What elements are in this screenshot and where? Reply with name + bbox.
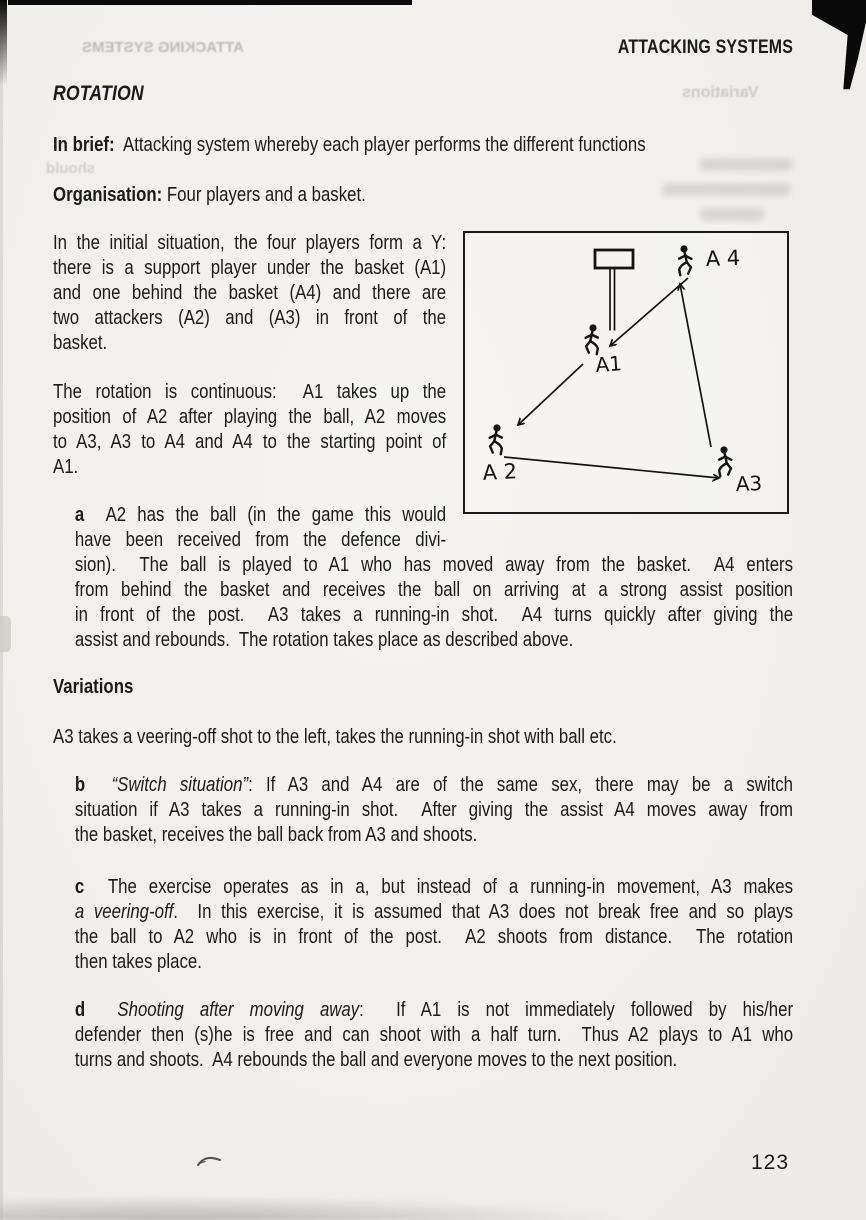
post-icon <box>610 269 615 331</box>
binder-tab <box>0 616 11 652</box>
arrow-a2-to-a3 <box>504 457 719 478</box>
text-column <box>53 38 793 1073</box>
player-figure-a4 <box>679 245 691 275</box>
section-title: ROTATION <box>53 82 144 105</box>
player-label-a2: A 2 <box>482 459 518 485</box>
organisation-line: Organisation: Four players and a basket. <box>53 184 366 206</box>
player-figure-a2 <box>490 424 502 454</box>
running-header: ATTACKING SYSTEMS <box>617 37 794 58</box>
exercise-b-paragraph: b “Switch situation”: If A3 and A4 are of the same sex, there may be a switch situation if A3 takes a running-in shot. After giving the assist A4 moves away from the basket, receives the ball back from A3 and shoots. <box>74 774 794 846</box>
in-brief-line: In brief: Attacking system whereby each player performs the different functions <box>53 134 646 156</box>
arrow-a3-to-a4 <box>680 284 711 447</box>
basket-icon <box>595 250 633 268</box>
player-figure-a3 <box>719 446 731 476</box>
scan-edge-left-hairline <box>0 0 3 1220</box>
exercise-d-paragraph: d Shooting after moving away: If A1 is not immediately followed by his/her defender then (s)he is free and can shoot with a half turn. Thus A2 plays to A1 who turns and shoots. A4 rebounds the ball and everyone moves to the next position. <box>74 999 794 1071</box>
court-diagram-svg <box>465 233 787 512</box>
bleedthrough-word: should <box>46 160 96 177</box>
exercise-c-paragraph: c The exercise operates as in a, but instead of a running-in movement, A3 makes a veering-off. In this exercise, it is assumed that A3 does not break free and so plays the ball to A2 who is in front of the post. A2 shoots from distance. The rotation then takes place. <box>74 876 794 973</box>
player-label-a1: A1 <box>594 351 623 377</box>
page-number: 123 <box>751 1151 790 1174</box>
player-figure-a1 <box>586 324 598 354</box>
bleedthrough-variations: Variations <box>682 84 759 101</box>
bleedthrough-header: ATTACKING SYSTEMS <box>82 39 244 56</box>
scan-edge-top-bar <box>8 0 412 5</box>
court-diagram <box>463 231 789 514</box>
player-label-a3: A3 <box>735 471 763 496</box>
intro-paragraph-1: In the initial situation, the four players form a Y: there is a support player under the basket (A1) and one behind the basket (A4) and there are two attackers (A2) and (A3) in front of the basket. <box>53 231 793 356</box>
pen-mark <box>196 1154 226 1170</box>
variations-heading: Variations <box>53 676 134 698</box>
player-label-a4: A 4 <box>705 245 741 271</box>
scan-edge-corner <box>812 0 866 92</box>
exercise-a-paragraph: a A2 has the ball (in the game this would have been received from the defence divi- sion). The ball is played to A1 who has moved away from the basket. A4 enters from behind the basket and receives the ball on arriving at a strong assist position in front of the post. A3 takes a running-in shot. A4 turns quickly after giving the assist and rebounds. The rotation takes place as described above. <box>74 504 794 651</box>
arrow-a1-to-a2 <box>518 364 583 425</box>
arrow-a4-to-a1 <box>610 278 688 346</box>
page-bottom-shadow <box>0 1196 620 1220</box>
intro-paragraph-2: The rotation is continuous: A1 takes up the position of A2 after playing the ball, A2 moves to A3, A3 to A4 and A4 to the starting point of A1. <box>53 381 447 478</box>
variations-intro-line: A3 takes a veering-off shot to the left, takes the running-in shot with ball etc. <box>53 726 617 748</box>
